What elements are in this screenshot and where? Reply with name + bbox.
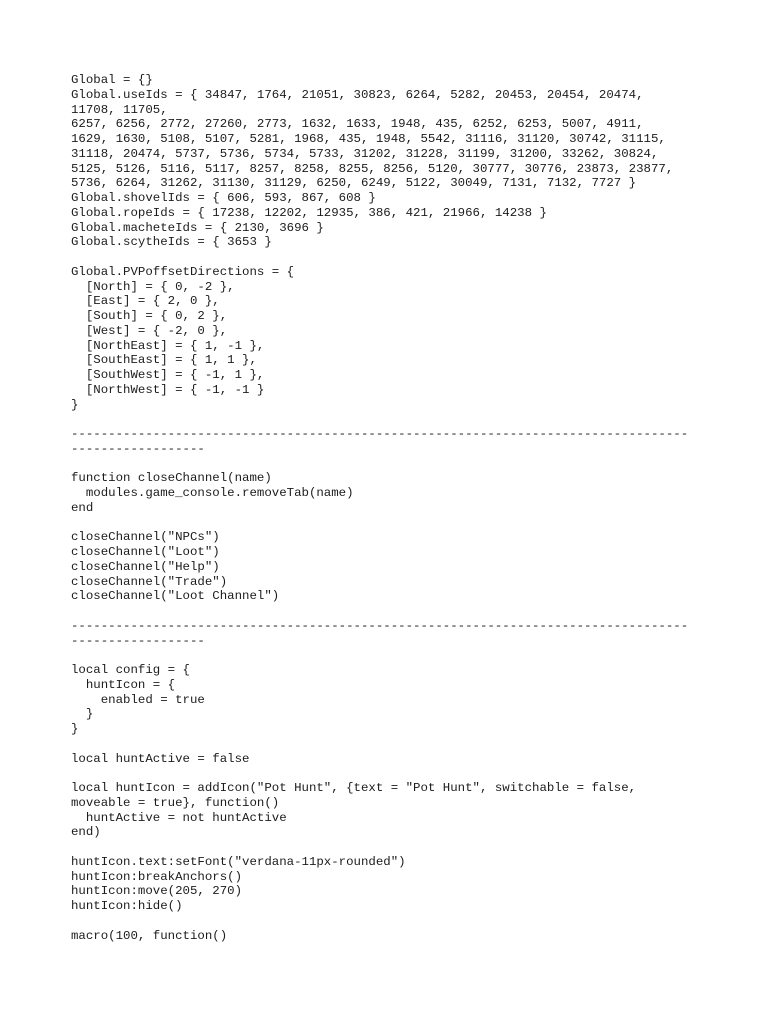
code-line: closeChannel("Help"): [71, 559, 220, 574]
code-line: 6257, 6256, 2772, 27260, 2773, 1632, 1633, 1948, 435, 6252, 6253, 5007, 4911,: [71, 117, 644, 132]
code-line: [West] = { -2, 0 },: [71, 323, 228, 338]
code-line: closeChannel("NPCs"): [71, 530, 220, 545]
code-line: Global.shovelIds = { 606, 593, 867, 608 }: [71, 191, 376, 205]
code-line: Global.ropeIds = { 17238, 12202, 12935, 386, 421, 21966, 14238 }: [71, 205, 547, 220]
code-line: ------------------: [71, 441, 205, 456]
code-line: huntActive = not huntActive: [71, 810, 287, 825]
code-line: 5736, 6264, 31262, 31130, 31129, 6250, 6249, 5122, 30049, 7131, 7132, 7727 }: [71, 176, 637, 191]
code-line: }: [71, 722, 79, 736]
code-line: moveable = true}, function(): [71, 795, 280, 810]
code-line: Global.useIds = { 34847, 1764, 21051, 30823, 6264, 5282, 20453, 20454, 20474,: [71, 87, 644, 102]
code-line: [NorthEast] = { 1, -1 },: [71, 338, 265, 353]
code-line: end: [71, 500, 94, 515]
code-line: }: [71, 707, 94, 722]
code-line: 11708, 11705,: [71, 102, 168, 117]
code-line: macro(100, function(): [71, 928, 228, 943]
code-listing: [71, 73, 731, 943]
code-line: -----------------------------------------------------------------------------------: [71, 427, 689, 441]
code-line: [71, 516, 731, 531]
code-line: closeChannel("Loot Channel"): [71, 589, 280, 604]
code-line: [71, 914, 731, 929]
code-line: 31118, 20474, 5737, 5736, 5734, 5733, 31202, 31228, 31199, 31200, 33262, 30824,: [71, 146, 659, 161]
code-line: [71, 648, 731, 663]
code-line: 5125, 5126, 5116, 5117, 8257, 8258, 8255, 8256, 5120, 30777, 30776, 23873, 23877,: [71, 161, 674, 176]
code-line: [71, 737, 731, 752]
code-line: Global.macheteIds = { 2130, 3696 }: [71, 220, 324, 235]
code-line: modules.game_console.removeTab(name): [71, 486, 354, 500]
code-line: [71, 766, 731, 781]
code-line: Global.PVPoffsetDirections = {: [71, 264, 295, 279]
code-line: huntIcon.text:setFont("verdana-11px-rounded"): [71, 854, 406, 869]
code-line: local huntIcon = addIcon("Pot Hunt", {text = "Pot Hunt", switchable = false,: [71, 781, 637, 795]
code-line: [71, 412, 731, 427]
code-line: [North] = { 0, -2 },: [71, 279, 235, 294]
code-line: [71, 840, 731, 855]
code-line: local huntActive = false: [71, 751, 250, 766]
code-line: end): [71, 825, 101, 840]
code-line: function closeChannel(name): [71, 471, 272, 486]
code-line: [NorthWest] = { -1, -1 }: [71, 382, 265, 397]
code-line: [South] = { 0, 2 },: [71, 309, 228, 323]
code-line: }: [71, 397, 79, 412]
code-line: [SouthWest] = { -1, 1 },: [71, 368, 265, 382]
code-line: [71, 604, 731, 619]
code-line: [East] = { 2, 0 },: [71, 294, 220, 309]
code-line: closeChannel("Trade"): [71, 574, 228, 589]
code-line: ------------------: [71, 633, 205, 648]
code-line: 1629, 1630, 5108, 5107, 5281, 1968, 435, 1948, 5542, 31116, 31120, 30742, 31115,: [71, 132, 666, 146]
code-line: huntIcon:move(205, 270): [71, 884, 243, 899]
code-line: [SouthEast] = { 1, 1 },: [71, 353, 257, 368]
code-line: [71, 250, 731, 265]
code-line: closeChannel("Loot"): [71, 545, 220, 559]
code-line: Global.scytheIds = { 3653 }: [71, 235, 272, 250]
code-line: huntIcon:breakAnchors(): [71, 869, 243, 884]
code-line: -----------------------------------------------------------------------------------: [71, 618, 689, 633]
code-line: huntIcon:hide(): [71, 899, 183, 913]
code-line: enabled = true: [71, 692, 205, 707]
code-line: [71, 457, 731, 472]
code-line: Global = {}: [71, 73, 153, 87]
code-line: huntIcon = {: [71, 677, 176, 692]
code-line: local config = {: [71, 663, 190, 677]
